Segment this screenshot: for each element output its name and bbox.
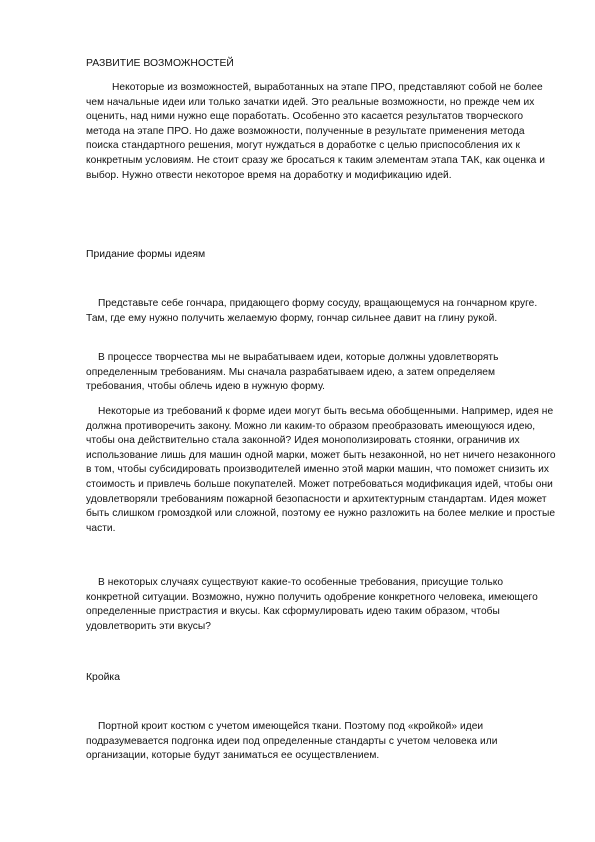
- paragraph: Представьте себе гончара, придающего форму сосуду, вращающемуся на гончарном круге. Там, где ему нужно получить желаемую форму, гончар сильнее давит на глину рукой.: [86, 298, 538, 324]
- section-heading-form: Придание формы идеям: [86, 249, 206, 260]
- paragraph: Портной кроит костюм с учетом имеющейся ткани. Поэтому под «кройкой» идеи подразумевается подгонка идеи под определенные стандарты с учетом человека или организации, которые будут заниматься ее осуществлением.: [86, 721, 498, 762]
- paragraph: Некоторые из требований к форме идеи могут быть весьма обобщенными. Например, идея не должна противоречить закону. Можно ли каким-то образом преобразовать имеющуюся идею, чтобы она действительно стала законной? Идея монополизировать стоянки, ограничив их использование лишь для машин одной марки, может быть незаконной, но нет ничего незаконного в том, чтобы субсидировать производителей именно этой марки машин, что поможет снизить их стоимость и привлечь больше покупателей. Может потребоваться модификация идей, чтобы они удовлетворяли требованиям пожарной безопасности и архитектурным стандартам. Идея может быть слишком громоздкой или сложной, поэтому ее нужно разложить на более мелкие и простые части.: [86, 406, 556, 534]
- paragraph: В процессе творчества мы не вырабатываем идеи, которые должны удовлетворять определенным требованиям. Мы сначала разрабатываем идею, а затем определяем требования, чтобы облечь идею в нужную форму.: [86, 352, 499, 393]
- intro-paragraph: Некоторые из возможностей, выработанных на этапе ПРО, представляют собой не более чем начальные идеи или только зачатки идей. Это реальные возможности, но прежде чем их оценить, над ними нужно еще поработать. Особенно это касается результатов творческого метода на этапе ПРО. Но даже возможности, полученные в результате применения метода поиска стандартного решения, могут нуждаться в доработке с целью приспособления их к конкретным условиям. Не стоит сразу же бросаться к таким элементам этапа ТАК, как оценка и выбор. Нужно отвести некоторое время на доработку и модификацию идей.: [86, 82, 545, 181]
- paragraph: В некоторых случаях существуют какие-то особенные требования, присущие только конкретной ситуации. Возможно, нужно получить одобрение конкретного человека, имеющего определенные пристрастия и вкусы. Как сформулировать идею таким образом, чтобы удовлетворить эти вкусы?: [86, 577, 538, 632]
- document-title: РАЗВИТИЕ ВОЗМОЖНОСТЕЙ: [86, 58, 234, 69]
- section-heading-cut: Кройка: [86, 672, 120, 683]
